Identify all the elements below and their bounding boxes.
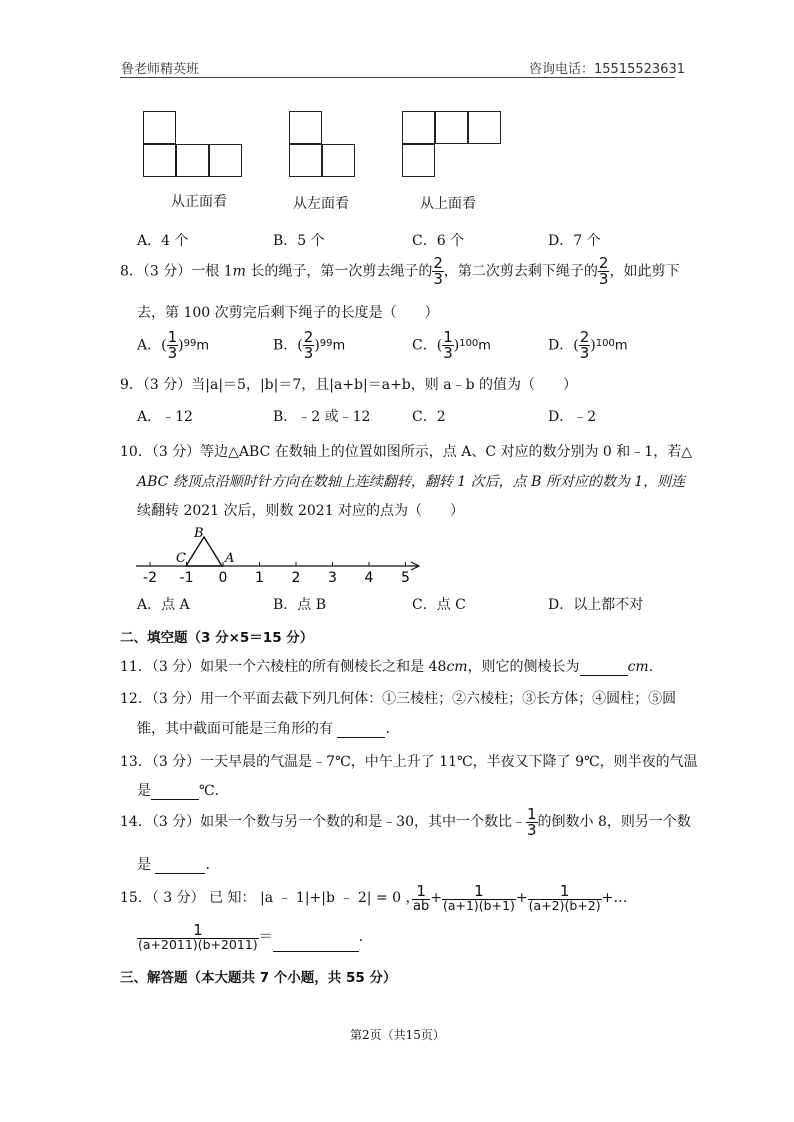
q10-option-d: D．以上都不对 xyxy=(548,597,644,613)
q14-text: 的倒数小 8，则另一个数 xyxy=(537,814,691,830)
q8-text: 8．（3 分）一根 1 xyxy=(120,263,233,280)
q8-option-a: A．( $\frac{1}{3}$ )$^{99}$m xyxy=(137,328,210,362)
equilateral-triangle xyxy=(186,537,222,566)
option-label: B． xyxy=(273,337,298,354)
q8-stem-line1 xyxy=(120,256,679,287)
fraction-denominator: 3 xyxy=(433,270,443,288)
option-fraction xyxy=(579,330,591,361)
top-square xyxy=(402,111,435,144)
q11-unit: cm xyxy=(446,659,468,675)
fraction-denominator: 3 xyxy=(443,344,453,362)
front-square xyxy=(143,144,176,177)
q12-answer-blank[interactable] xyxy=(337,723,385,738)
plus-sign: + xyxy=(430,890,442,906)
front-square xyxy=(209,144,242,177)
left-view-label: 从左面看 xyxy=(293,196,349,212)
q7-option-b: B．5 个 xyxy=(273,233,325,249)
left-square xyxy=(322,144,355,177)
equals-sign: ＝ xyxy=(258,929,273,945)
q11-text: ，则它的侧棱长为 xyxy=(467,659,580,675)
option-label: C． xyxy=(412,337,437,354)
unit: m xyxy=(614,338,628,354)
q8-text: 长的绳子，第一次剪去绳子的 xyxy=(245,263,433,280)
exponent: 100 xyxy=(459,338,479,349)
exponent: 100 xyxy=(595,338,615,349)
q11-stem xyxy=(120,656,653,676)
fraction-denominator: 3 xyxy=(303,344,314,362)
q11-text: . xyxy=(648,659,654,675)
axis-tick-label: 5 xyxy=(401,570,410,585)
q8-option-d: D．( $\frac{2}{3}$ )$^{100}$m xyxy=(548,328,628,362)
ellipsis: +… xyxy=(601,890,628,906)
q9-option-a: A．﹣12 xyxy=(137,409,193,425)
point-a-label: A xyxy=(225,551,235,566)
page-footer: 第2页（共15页） xyxy=(350,1028,445,1042)
q8-option-c: C．( $\frac{1}{3}$ )$^{100}$m xyxy=(412,328,491,362)
fraction-numerator: 2 xyxy=(433,254,443,272)
option-label: D． xyxy=(548,337,574,354)
fraction-denominator: 3 xyxy=(167,344,178,362)
q9-option-b: B．﹣2 或﹣12 xyxy=(273,409,371,425)
q10-stem-line3: 续翻转 2021 次后，则数 2021 对应的点为（ ） xyxy=(137,503,465,519)
fraction-numerator: 1 xyxy=(559,881,570,900)
fraction-numerator: 1 xyxy=(416,881,426,900)
q7-option-a: A．4 个 xyxy=(137,233,189,249)
q15-fraction-3 xyxy=(528,881,602,913)
fraction-numerator: 2 xyxy=(579,328,590,346)
q13-stem-line2 xyxy=(137,780,219,800)
q14-answer-blank[interactable] xyxy=(155,859,205,874)
header-rule xyxy=(120,77,675,78)
axis-tick-label: 4 xyxy=(364,570,374,585)
q12-stem-line1: 12．（3 分）用一个平面去截下列几何体：①三棱柱；②六棱柱；③长方体；④圆柱；⑤圆 xyxy=(120,691,677,707)
q11-text: 11．（3 分）如果一个六棱柱的所有侧棱长之和是 48 xyxy=(120,659,447,675)
q13-text: ℃. xyxy=(199,783,220,799)
plus-sign: + xyxy=(515,890,528,906)
point-b-label: B xyxy=(194,526,204,541)
q11-unit: cm xyxy=(627,659,649,675)
q8-stem-line2: 去，第 100 次剪完后剩下绳子的长度是（ ） xyxy=(137,305,439,321)
top-square xyxy=(402,144,435,177)
front-view-label: 从正面看 xyxy=(171,194,227,210)
fraction-numerator: 1 xyxy=(474,881,484,900)
fraction-numerator: 1 xyxy=(167,328,178,346)
section-3-heading: 三、解答题（本大题共 7 个小题，共 55 分） xyxy=(120,970,397,986)
top-square xyxy=(435,111,468,144)
q7-option-c: C．6 个 xyxy=(412,233,465,249)
fraction-denominator: 3 xyxy=(527,820,537,839)
q15-stem-line2 xyxy=(137,922,363,952)
q14-stem-line1 xyxy=(120,806,691,838)
axis-tick-label: 3 xyxy=(328,570,337,585)
q15-fraction-2 xyxy=(442,881,516,913)
q14-stem-line2 xyxy=(137,854,210,874)
q13-text: 是 xyxy=(137,783,151,799)
fraction-numerator: 1 xyxy=(443,328,453,346)
q15-fraction-4 xyxy=(137,920,259,952)
q15-text: 15．（ 3 分） 已 知： |a ﹣ 1|+|b ﹣ 2| = 0 ， xyxy=(120,890,420,906)
axis-tick-label: 0 xyxy=(218,570,228,585)
q15-fraction-1 xyxy=(412,881,430,914)
q9-stem: 9．（3 分）当|a|＝5，|b|＝7，且|a+b|＝a+b，则 a﹣b 的值为（ ） xyxy=(120,377,577,393)
fraction-denominator: (a+1)(b+1) xyxy=(442,897,515,913)
axis-tick-label: 2 xyxy=(291,570,301,585)
q14-text: 14．（3 分）如果一个数与另一个数的和是﹣30，其中一个数比﹣ xyxy=(120,814,526,830)
left-square xyxy=(289,144,322,177)
front-square xyxy=(176,144,209,177)
q9-option-d: D．﹣2 xyxy=(548,409,597,425)
option-fraction xyxy=(442,330,454,361)
fraction-denominator: (a+2011)(b+2011) xyxy=(138,936,258,952)
q15-text: . xyxy=(358,929,364,945)
header-left: 鲁老师精英班 xyxy=(121,62,200,77)
q12-text: 锥，其中截面可能是三角形的有 xyxy=(137,721,338,737)
q12-stem-line2 xyxy=(137,718,390,738)
option-fraction xyxy=(167,330,179,361)
q15-answer-blank[interactable] xyxy=(273,937,359,952)
q14-text: 是 xyxy=(137,857,156,873)
front-square xyxy=(143,111,176,144)
q8-unit: m xyxy=(232,263,246,280)
q8-option-b: B．( $\frac{2}{3}$ )$^{99}$m xyxy=(273,328,346,362)
unit: m xyxy=(332,338,346,354)
exponent: 99 xyxy=(319,338,333,349)
header-right: 咨询电话：15515523631 xyxy=(529,62,685,77)
unit: m xyxy=(478,338,491,354)
fraction-numerator: 2 xyxy=(303,328,314,346)
fraction-numerator: 1 xyxy=(193,920,203,939)
q9-option-c: C．2 xyxy=(412,409,446,425)
top-view-label: 从上面看 xyxy=(420,196,476,212)
fraction-numerator: 1 xyxy=(527,804,537,823)
q10-option-c: C．点 C xyxy=(412,597,466,613)
exponent: 99 xyxy=(183,338,197,349)
q8-fraction xyxy=(432,256,444,287)
fraction-numerator: 2 xyxy=(598,254,609,272)
q13-stem-line1: 13．（3 分）一天早晨的气温是﹣7℃，中午上升了 11℃，半夜又下降了 9℃，则半夜的气温 xyxy=(120,754,698,770)
q10-option-b: B．点 B xyxy=(273,597,327,613)
fraction-denominator: 3 xyxy=(598,270,609,288)
axis-tick-label: 1 xyxy=(255,570,264,585)
fraction-denominator: (a+2)(b+2) xyxy=(528,897,601,913)
q14-fraction xyxy=(526,804,538,839)
q12-text: . xyxy=(385,721,390,737)
q10-option-a: A．点 A xyxy=(137,597,190,613)
point-c-label: C xyxy=(176,551,186,566)
q10-stem-line2: ABC 绕顶点沿顺时针方向在数轴上连续翻转，翻转 1 次后，点 B 所对应的数为 1，则连 xyxy=(137,474,686,490)
unit: m xyxy=(196,338,210,354)
q8-text: ，第二次剪去剩下绳子的 xyxy=(443,263,598,280)
q11-answer-blank[interactable] xyxy=(580,661,628,676)
q7-option-d: D．7 个 xyxy=(548,233,601,249)
axis-tick-label: -1 xyxy=(179,570,194,585)
axis-tick-label: -2 xyxy=(143,570,157,585)
q8-fraction xyxy=(598,256,610,287)
q14-text: . xyxy=(205,857,210,873)
fraction-denominator: ab xyxy=(413,898,430,914)
q15-stem-line1 xyxy=(120,883,627,913)
section-2-heading: 二、填空题（3 分×5＝15 分） xyxy=(120,630,314,646)
option-label: A． xyxy=(137,337,162,354)
fraction-denominator: 3 xyxy=(579,344,590,362)
number-line-figure xyxy=(130,520,430,585)
q10-stem-line1: 10．（3 分）等边△ABC 在数轴上的位置如图所示，点 A、C 对应的数分别为 0 和﹣1，若△ xyxy=(120,444,692,460)
left-square xyxy=(289,111,322,144)
q8-text: ，如此剪下 xyxy=(609,263,680,280)
top-square xyxy=(468,111,501,144)
option-fraction xyxy=(303,330,315,361)
q13-answer-blank[interactable] xyxy=(151,785,199,800)
